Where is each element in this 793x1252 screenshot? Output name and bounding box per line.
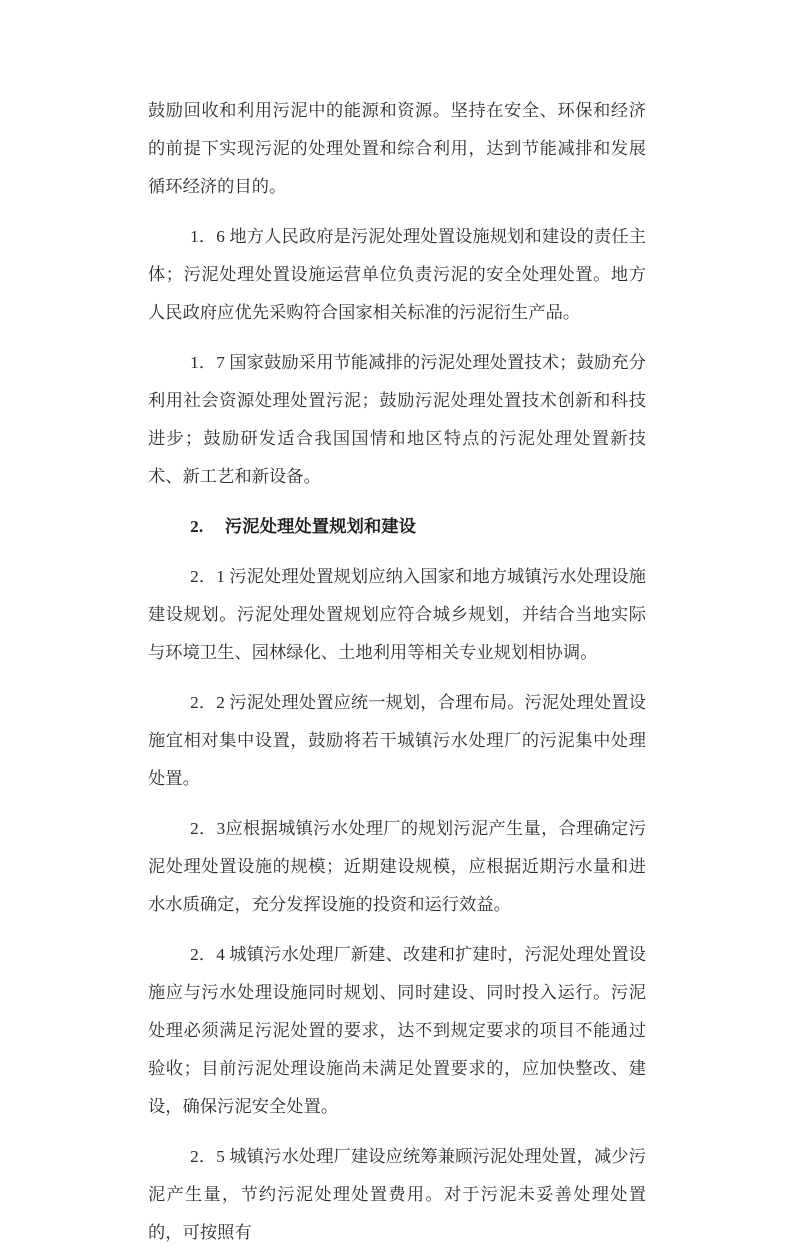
section-heading-2 bbox=[148, 508, 646, 546]
paragraph-2-2: 2．2 污泥处理处置应统一规划，合理布局。污泥处理处置设施宜相对集中设置，鼓励将若干城镇污水处理厂的污泥集中处理处置。 bbox=[148, 693, 646, 788]
section-heading-title: 污泥处理处置规划和建设 bbox=[224, 517, 417, 536]
paragraph-2-1: 2．1 污泥处理处置规划应纳入国家和地方城镇污水处理设施建设规划。污泥处理处置规划应符合城乡规划，并结合当地实际与环境卫生、园林绿化、土地利用等相关专业规划相协调。 bbox=[148, 567, 646, 662]
paragraph-2-4: 2．4 城镇污水处理厂新建、改建和扩建时，污泥处理处置设施应与污水处理设施同时规划、同时建设、同时投入运行。污泥处理必须满足污泥处置的要求，达不到规定要求的项目不能通过验收；目前污泥处理设施尚未满足处置要求的，应加快整改、建设，确保污泥安全处置。 bbox=[148, 945, 646, 1116]
paragraph-1-6: 1．6 地方人民政府是污泥处理处置设施规划和建设的责任主体；污泥处理处置设施运营单位负责污泥的安全处理处置。地方人民政府应优先采购符合国家相关标准的污泥衍生产品。 bbox=[148, 227, 646, 322]
paragraph-1-7: 1．7 国家鼓励采用节能减排的污泥处理处置技术；鼓励充分利用社会资源处理处置污泥；鼓励污泥处理处置技术创新和科技进步；鼓励研发适合我国国情和地区特点的污泥处理处置新技术、新工艺和新设备。 bbox=[148, 353, 646, 486]
section-heading-number: 2. bbox=[190, 517, 204, 536]
paragraph-2-5: 2．5 城镇污水处理厂建设应统筹兼顾污泥处理处置，减少污泥产生量，节约污泥处理处置费用。对于污泥未妥善处理处置的，可按照有 bbox=[148, 1147, 646, 1242]
paragraph-2-3: 2．3应根据城镇污水处理厂的规划污泥产生量，合理确定污泥处理处置设施的规模；近期建设规模，应根据近期污水量和进水水质确定，充分发挥设施的投资和运行效益。 bbox=[148, 819, 646, 914]
paragraph-continued: 鼓励回收和利用污泥中的能源和资源。坚持在安全、环保和经济的前提下实现污泥的处理处置和综合利用，达到节能减排和发展循环经济的目的。 bbox=[148, 101, 646, 196]
document-text-column bbox=[148, 92, 646, 1252]
